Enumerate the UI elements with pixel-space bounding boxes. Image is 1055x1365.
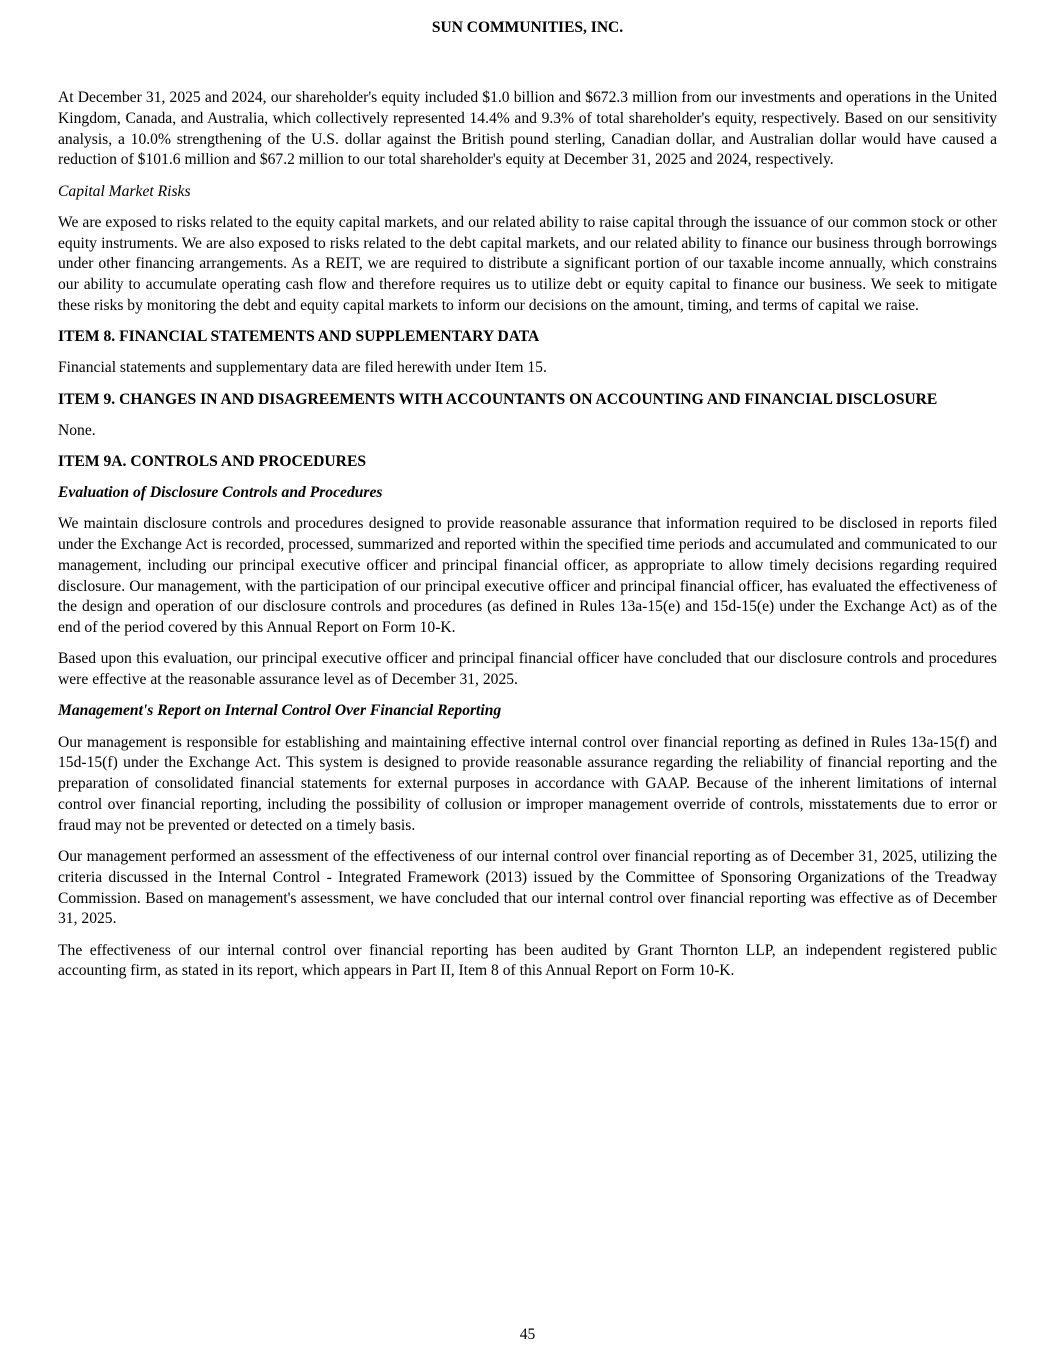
heading-management-report: Management's Report on Internal Control Over Financial Reporting	[58, 702, 502, 720]
heading-item-9a: ITEM 9A. CONTROLS AND PROCEDURES	[58, 452, 367, 470]
paragraph-foreign-currency: At December 31, 2025 and 2024, our shareholder's equity included $1.0 billion and $672.3 million from our investments and operations in the United Kingdom, Canada, and Australia, which collectively represented 14.4% and 9.3% of total shareholder's equity, respectively. Based on our sensitivity analysis, a 10.0% strengthening of the U.S. dollar against the British pound sterling, Canadian dollar, and Australian dollar would have caused a reduction of $101.6 million and $67.2 million to our total shareholder's equity at December 31, 2025 and 2024, respectively.	[58, 89, 997, 169]
paragraph-management-3: The effectiveness of our internal control over financial reporting has been audited by Grant Thornton LLP, an independent registered public accounting firm, as stated in its report, which appears in Part II, Item 8 of this Annual Report on Form 10-K.	[58, 941, 997, 980]
paragraph-evaluation-2: Based upon this evaluation, our principal executive officer and principal financial officer have concluded that our disclosure controls and procedures were effective at the reasonable assurance level as of December 31, 2025.	[58, 650, 997, 689]
paragraph-evaluation-1: We maintain disclosure controls and procedures designed to provide reasonable assurance that information required to be disclosed in reports filed under the Exchange Act is recorded, processed, summarized and reported within the specified time periods and accumulated and communicated to our management, including our principal executive officer and principal financial officer, as appropriate to allow timely decisions regarding required disclosure. Our management, with the participation of our principal executive officer and principal financial officer, has evaluated the effectiveness of the design and operation of our disclosure controls and procedures (as defined in Rules 13a-15(e) and 15d-15(e) under the Exchange Act) as of the end of the period covered by this Annual Report on Form 10-K.	[58, 515, 997, 637]
paragraph-capital-market-risks: We are exposed to risks related to the equity capital markets, and our related ability to raise capital through the issuance of our common stock or other equity instruments. We are also exposed to risks related to the debt capital markets, and our related ability to finance our business through borrowings under other financing arrangements. As a REIT, we are required to distribute a significant portion of our taxable income annually, which constrains our ability to accumulate operating cash flow and therefore requires us to utilize debt or equity capital to finance our business. We seek to mitigate these risks by monitoring the debt and equity capital markets to inform our decisions on the amount, timing, and terms of capital we raise.	[58, 213, 997, 314]
paragraph-item-9: None.	[58, 421, 96, 439]
page-number: 45	[519, 1326, 536, 1343]
heading-capital-market-risks: Capital Market Risks	[58, 182, 191, 200]
document-body	[58, 88, 997, 993]
paragraph-management-1: Our management is responsible for establishing and maintaining effective internal control over financial reporting as defined in Rules 13a-15(f) and 15d-15(f) under the Exchange Act. This system is designed to provide reasonable assurance regarding the reliability of financial reporting and the preparation of consolidated financial statements for external purposes in accordance with GAAP. Because of the inherent limitations of internal control over financial reporting, including the possibility of collusion or improper management override of controls, misstatements due to error or fraud may not be prevented or detected on a timely basis.	[58, 733, 997, 834]
paragraph-item-8: Financial statements and supplementary data are filed herewith under Item 15.	[58, 359, 547, 377]
heading-evaluation-disclosure-controls: Evaluation of Disclosure Controls and Procedures	[58, 484, 383, 502]
page-header-company: SUN COMMUNITIES, INC.	[431, 19, 624, 36]
paragraph-management-2: Our management performed an assessment of the effectiveness of our internal control over financial reporting as of December 31, 2025, utilizing the criteria discussed in the Internal Control - Integrated Framework (2013) issued by the Committee of Sponsoring Organizations of the Treadway Commission. Based on management's assessment, we have concluded that our internal control over financial reporting was effective as of December 31, 2025.	[58, 847, 997, 928]
heading-item-9: ITEM 9. CHANGES IN AND DISAGREEMENTS WITH ACCOUNTANTS ON ACCOUNTING AND FINANCIAL DISCLOSURE	[58, 390, 938, 408]
heading-item-8: ITEM 8. FINANCIAL STATEMENTS AND SUPPLEMENTARY DATA	[58, 328, 540, 346]
